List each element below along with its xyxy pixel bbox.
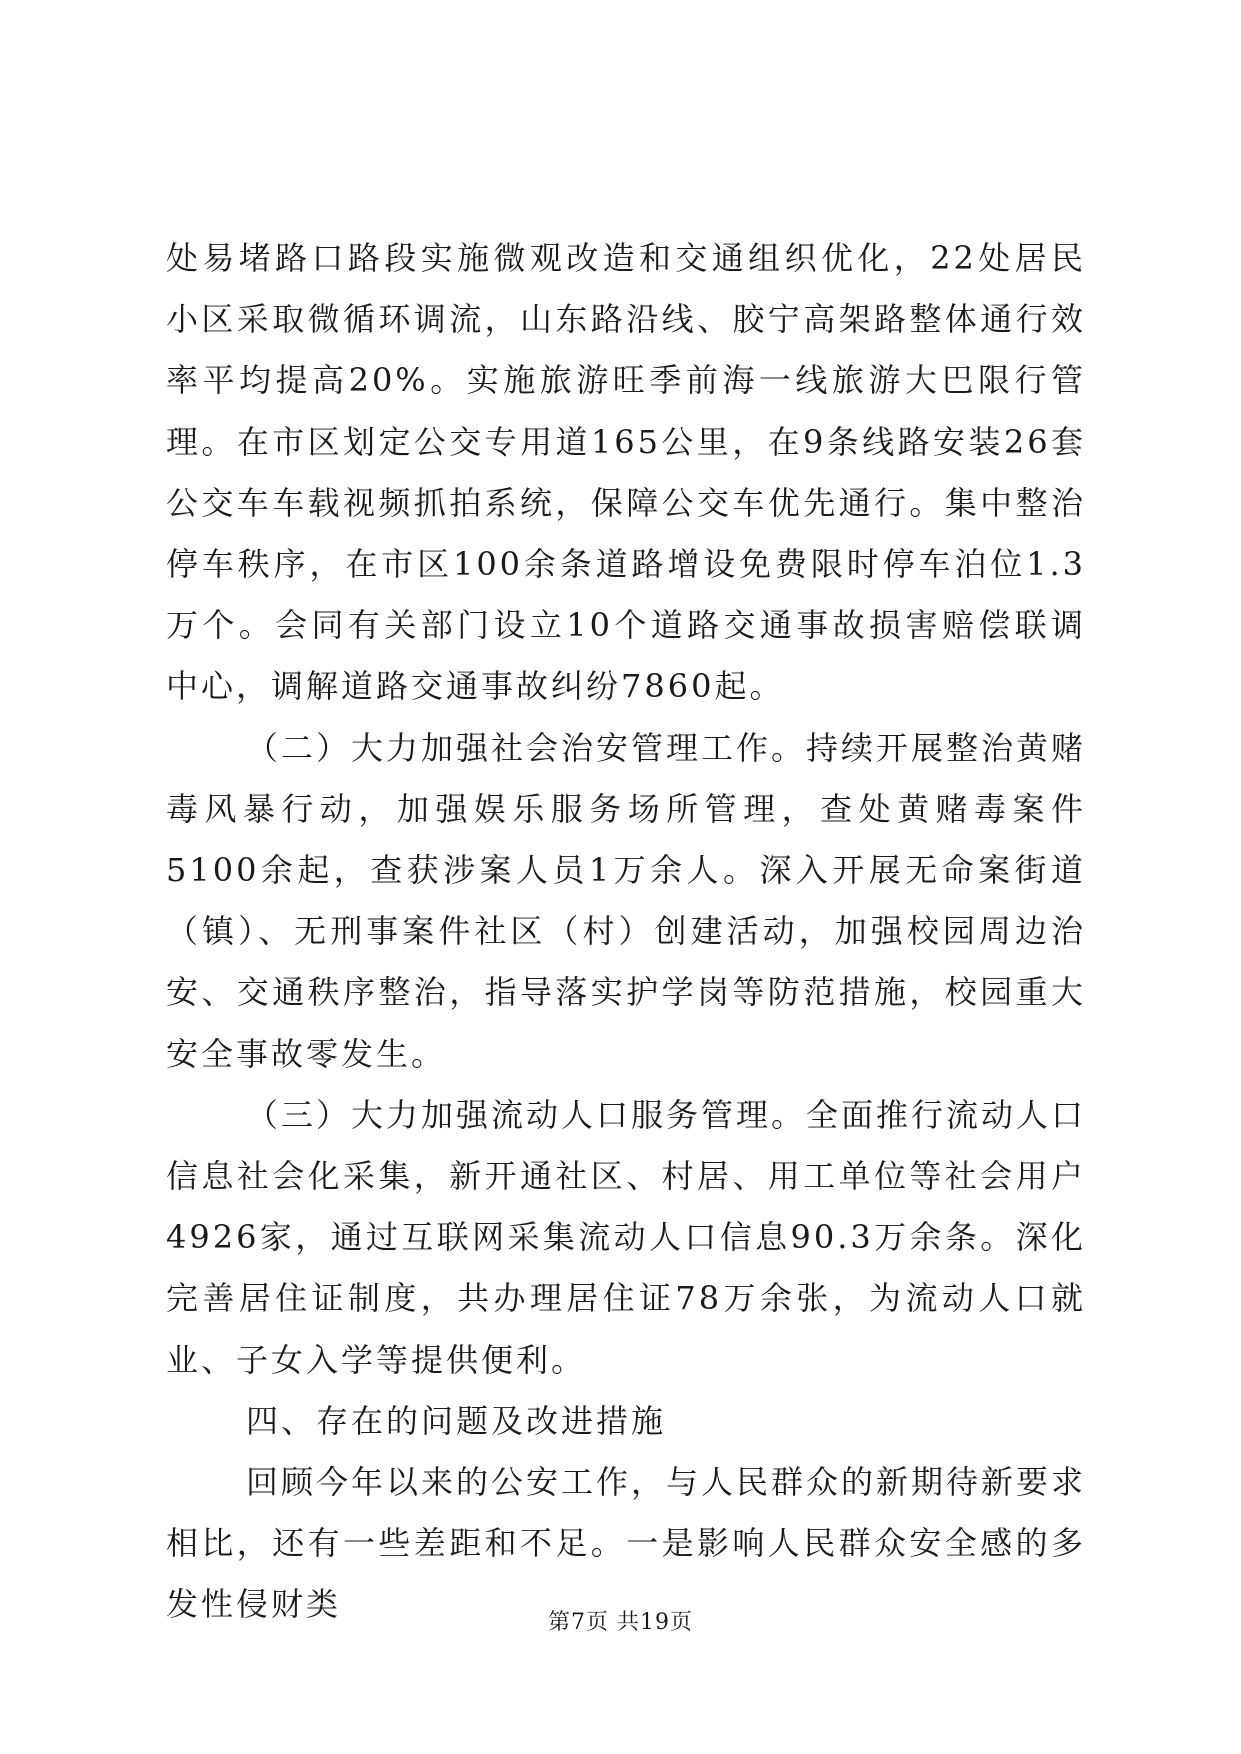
- section-heading-problems: 四、存在的问题及改进措施: [246, 1401, 667, 1440]
- document-body: [166, 228, 1086, 1636]
- paragraph-review: 回顾今年以来的公安工作，与人民群众的新期待新要求相比，还有一些差距和不足。一是影响人民群众安全感的多发性侵财类: [166, 1463, 1087, 1624]
- paragraph-traffic-continued: 处易堵路口路段实施微观改造和交通组织优化，22处居民小区采取微循环调流，山东路沿线、胶宁高架路整体通行效率平均提高20%。实施旅游旺季前海一线旅游大巴限行管理。在市区划定公交专用道165公里，在9条线路安装26套公交车车载视频抓拍系统，保障公交车优先通行。集中整治停车秩序，在市区100余条道路增设免费限时停车泊位1.3万个。会同有关部门设立10个道路交通事故损害赔偿联调中心，调解道路交通事故纠纷7860起。: [166, 239, 1086, 706]
- paragraph-floating-population: （三）大力加强流动人口服务管理。全面推行流动人口信息社会化采集，新开通社区、村居、用工单位等社会用户4926家，通过互联网采集流动人口信息90.3万余条。深化完善居住证制度，共办理居住证78万余张，为流动人口就业、子女入学等提供便利。: [166, 1095, 1087, 1379]
- paragraph-public-security: （二）大力加强社会治安管理工作。持续开展整治黄赌毒风暴行动，加强娱乐服务场所管理，查处黄赌毒案件5100余起，查获涉案人员1万余人。深入开展无命案街道（镇）、无刑事案件社区（村）创建活动，加强校园周边治安、交通秩序整治，指导落实护学岗等防范措施，校园重大安全事故零发生。: [166, 728, 1087, 1073]
- page-number-footer: 第7页 共19页: [548, 1610, 693, 1635]
